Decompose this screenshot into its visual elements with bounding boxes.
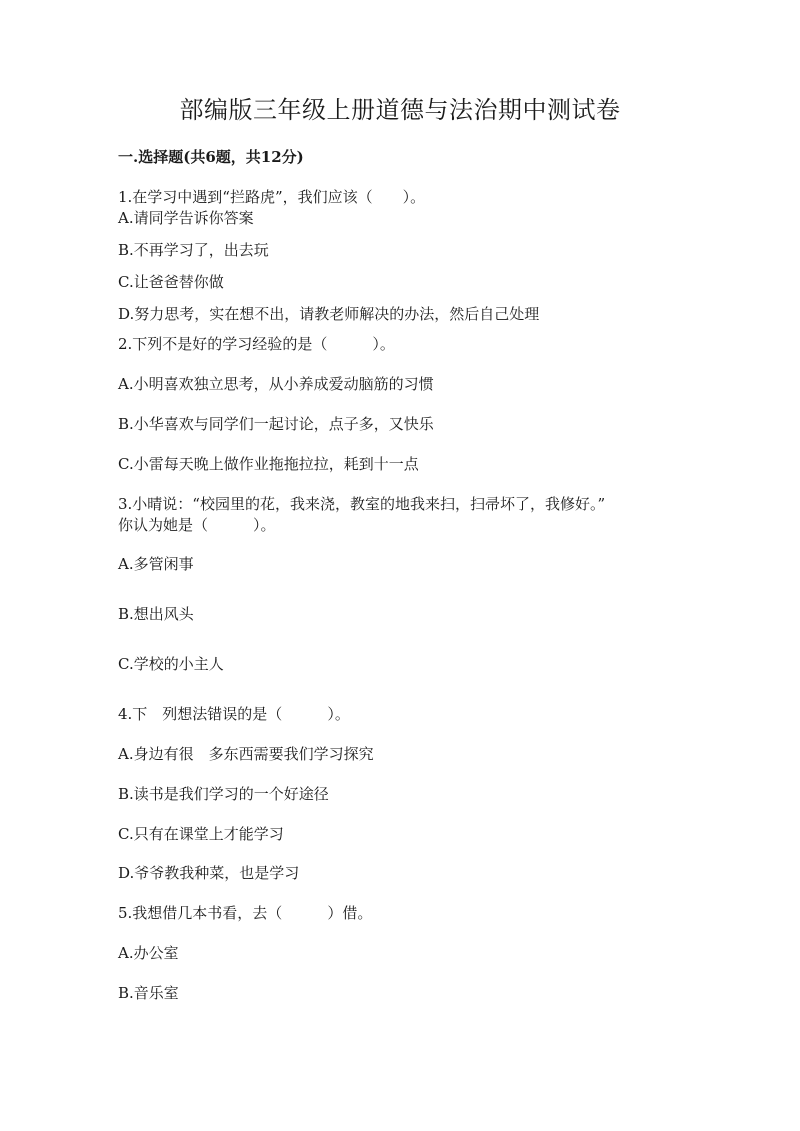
question-2-option-c: C.小雷每天晚上做作业拖拖拉拉，耗到十一点 [118, 455, 419, 473]
question-4-option-a: A.身边有很 多东西需要我们学习探究 [118, 745, 374, 763]
question-2-option-a: A.小明喜欢独立思考，从小养成爱动脑筋的习惯 [118, 375, 434, 393]
question-4-option-b: B.读书是我们学习的一个好途径 [118, 785, 329, 803]
question-1-option-a: A.请同学告诉你答案 [118, 209, 254, 227]
question-2-stem: 2.下列不是好的学习经验的是（ ）。 [118, 335, 395, 353]
question-3-option-c: C.学校的小主人 [118, 655, 224, 673]
question-5-option-b: B.音乐室 [118, 984, 179, 1002]
question-2-option-b: B.小华喜欢与同学们一起讨论，点子多，又快乐 [118, 415, 434, 433]
question-5-option-a: A.办公室 [118, 944, 179, 962]
question-1-option-c: C.让爸爸替你做 [118, 273, 224, 291]
question-3-option-a: A.多管闲事 [118, 555, 194, 573]
question-1-stem: 1.在学习中遇到“拦路虎”，我们应该（ ）。 [118, 188, 426, 206]
page-title: 部编版三年级上册道德与法治期中测试卷 [179, 96, 621, 124]
question-5-stem: 5.我想借几本书看，去（ ）借。 [118, 904, 373, 922]
question-4-option-c: C.只有在课堂上才能学习 [118, 825, 284, 843]
question-4-option-d: D.爷爷教我种菜，也是学习 [118, 864, 300, 882]
question-1-option-b: B.不再学习了，出去玩 [118, 241, 269, 259]
question-3-option-b: B.想出风头 [118, 605, 194, 623]
section-heading: 一.选择题(共6题，共12分) [118, 148, 304, 166]
question-3-stem-continued: 你认为她是（ ）。 [118, 516, 276, 534]
question-4-stem: 4.下 列想法错误的是（ ）。 [118, 705, 350, 723]
question-1-option-d: D.努力思考，实在想不出，请教老师解决的办法，然后自己处理 [118, 305, 540, 323]
question-3-stem: 3.小晴说：“校园里的花，我来浇，教室的地我来扫，扫帚坏了，我修好。” [118, 495, 606, 513]
